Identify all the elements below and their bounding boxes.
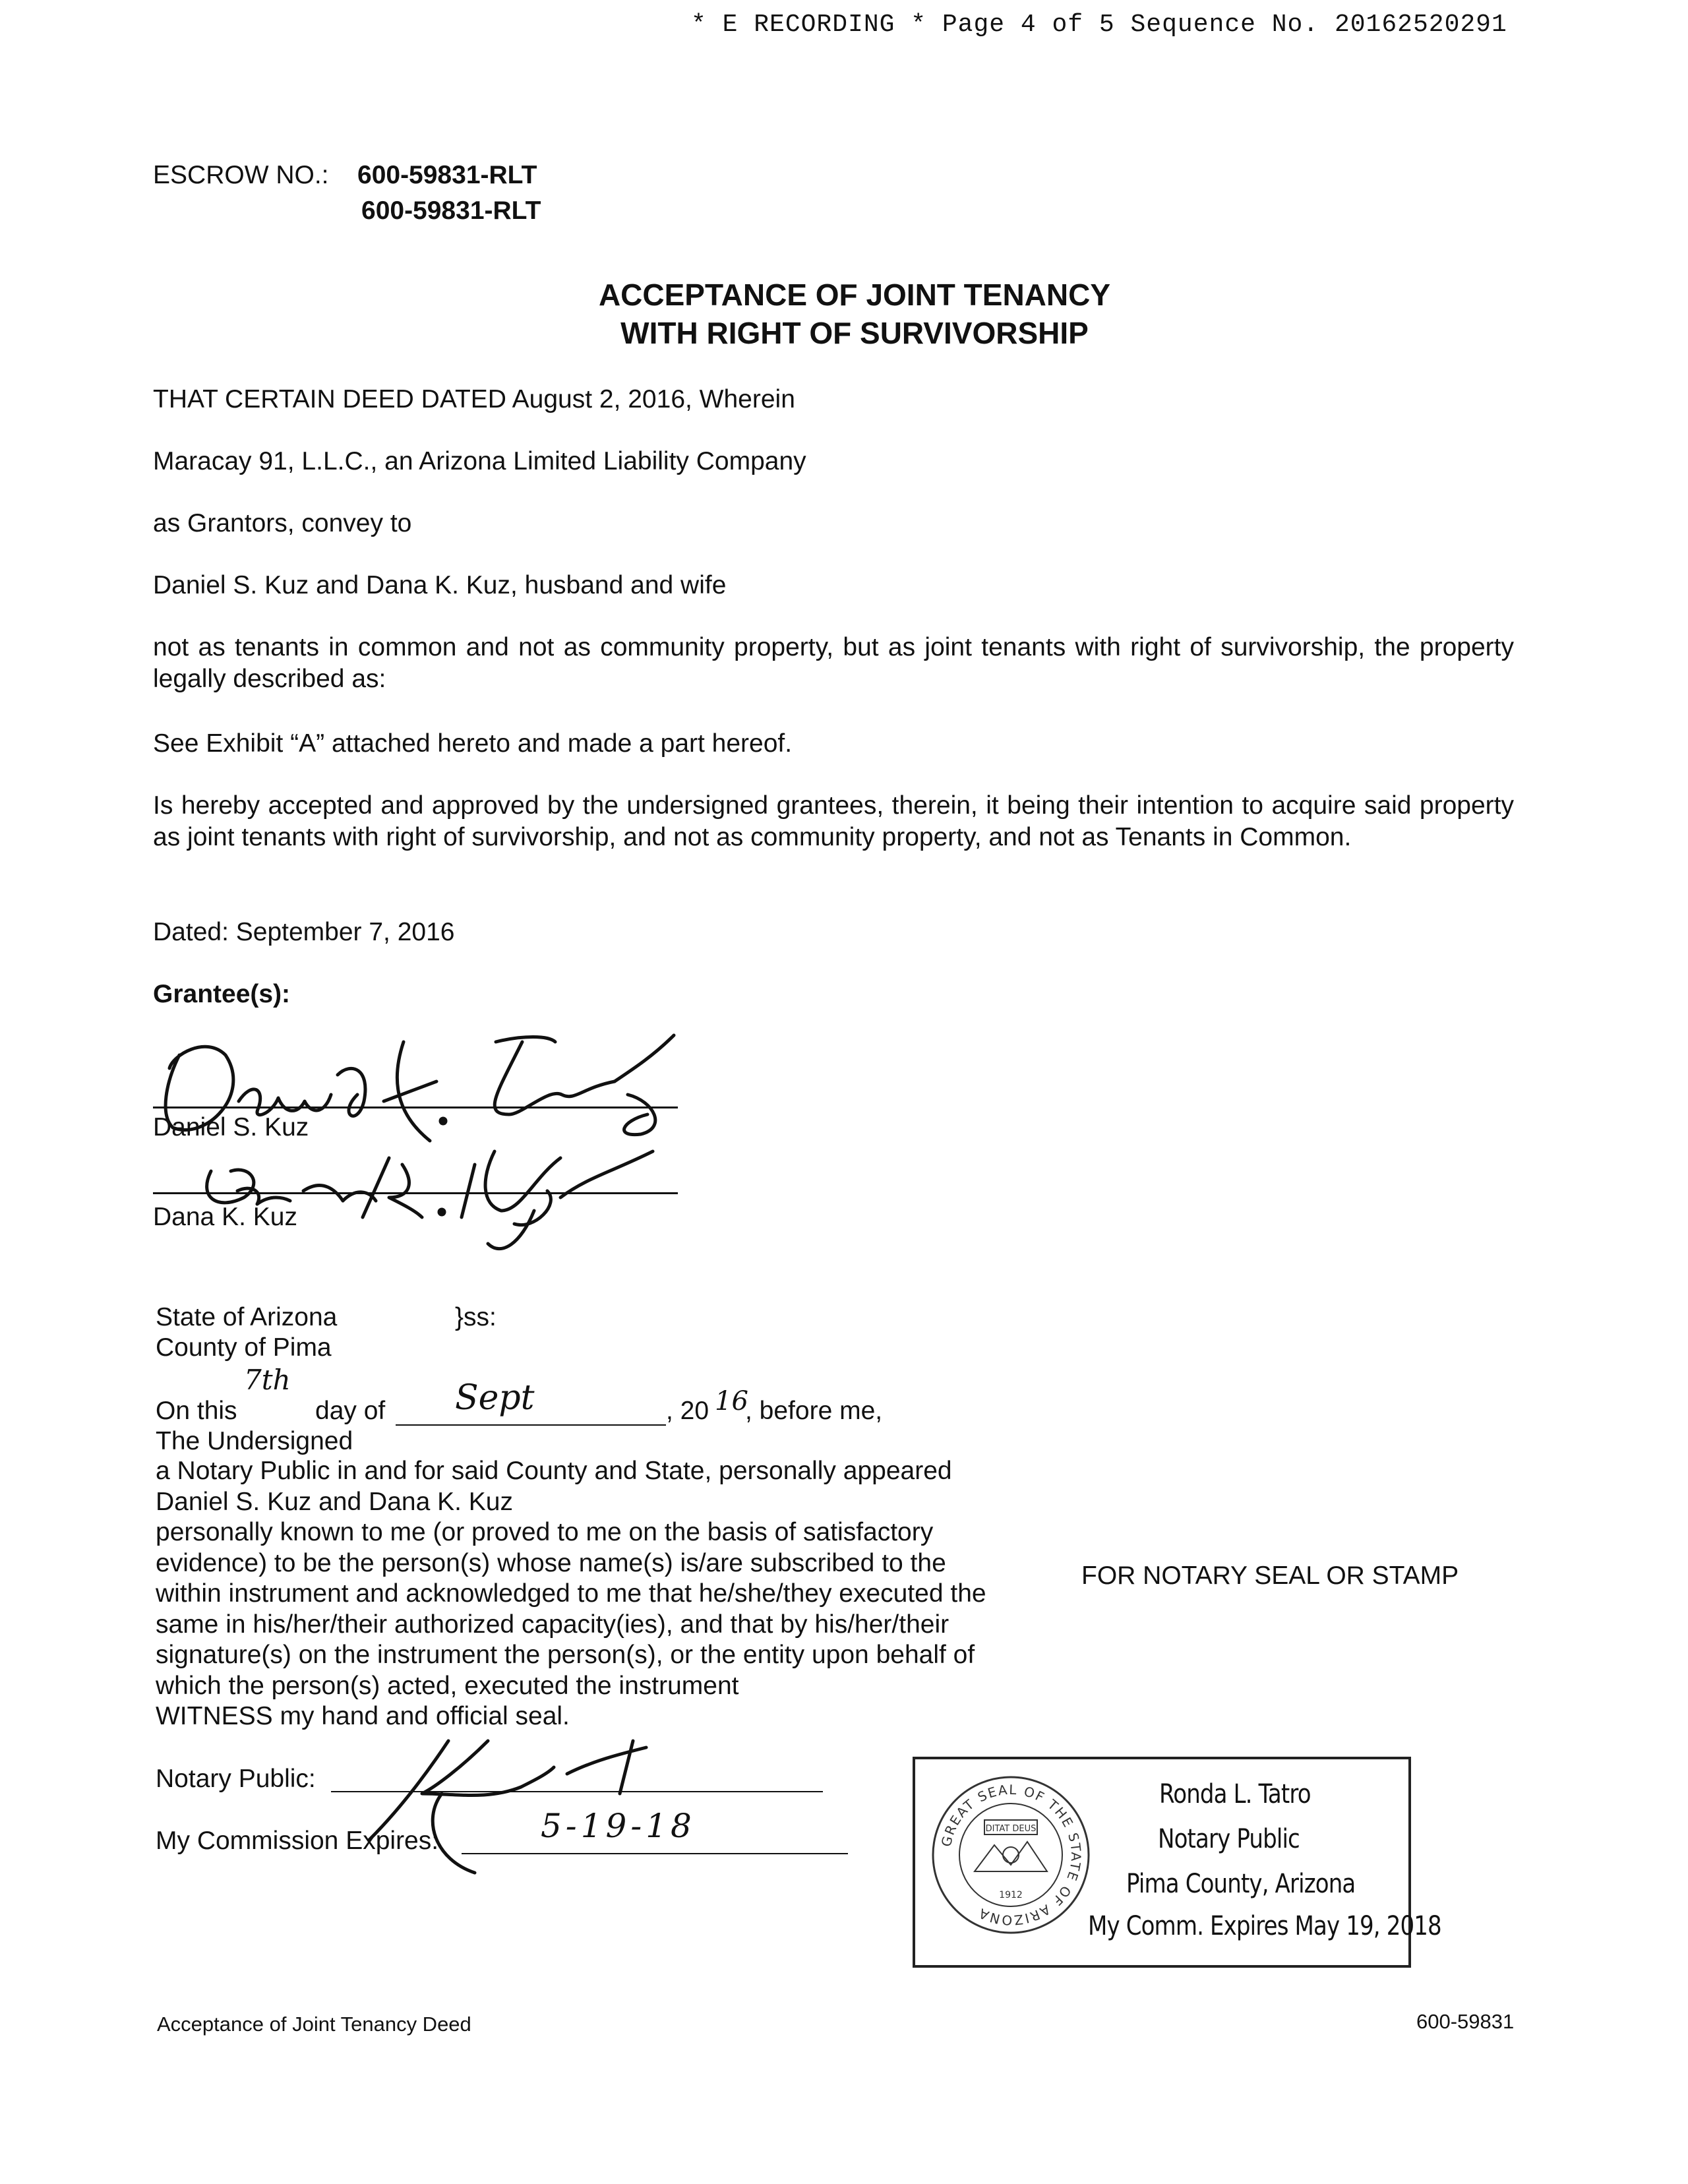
seal-ring-text: GREAT SEAL OF THE STATE OF ARIZONA xyxy=(938,1781,1085,1929)
notary-day-of: day of xyxy=(315,1397,386,1425)
commission-line xyxy=(462,1853,848,1854)
daniel-name: Daniel S. Kuz xyxy=(153,1113,309,1141)
notary-county: County of Pima xyxy=(156,1333,332,1362)
recording-header: * E RECORDING * Page 4 of 5 Sequence No. 20162520291 xyxy=(691,11,1507,39)
notary-line: evidence) to be the person(s) whose name(s) is/are subscribed to the xyxy=(156,1548,946,1577)
tenancy-paragraph: not as tenants in common and not as community property, but as joint tenants with right of survivorship, the property legally described as: xyxy=(153,633,1514,693)
stamp-notary-name: Ronda L. Tatro xyxy=(1159,1779,1311,1809)
exhibit-line: See Exhibit “A” attached hereto and made a part hereof. xyxy=(153,729,793,758)
dana-signature-line xyxy=(153,1192,678,1194)
seal-year: 1912 xyxy=(999,1890,1023,1900)
notary-state: State of Arizona xyxy=(156,1303,338,1331)
month-blank xyxy=(396,1424,666,1426)
footer-left: Acceptance of Joint Tenancy Deed xyxy=(157,2013,471,2036)
notary-month-handwritten: Sept xyxy=(455,1378,535,1418)
title-line-1: ACCEPTANCE OF JOINT TENANCY xyxy=(598,278,1111,312)
notary-on-this: On this xyxy=(156,1397,237,1425)
stamp-notary-title: Notary Public xyxy=(1158,1824,1300,1854)
notary-line: WITNESS my hand and official seal. xyxy=(156,1702,570,1730)
escrow-number-2: 600-59831-RLT xyxy=(361,197,541,225)
notary-line: same in his/her/their authorized capacity(ies), and that by his/her/their xyxy=(156,1610,950,1639)
daniel-signature-line xyxy=(153,1107,678,1108)
commission-handwritten: 5-19-18 xyxy=(541,1807,696,1845)
stamp-county: Pima County, Arizona xyxy=(1126,1869,1356,1899)
acceptance-paragraph: Is hereby accepted and approved by the undersigned grantees, therein, it being their intention to acquire said property as joint tenants with right of survivorship, and not as community property, and not as Tenants in Common. xyxy=(153,791,1514,851)
grantor-line: Maracay 91, L.L.C., an Arizona Limited Liability Company xyxy=(153,447,806,475)
notary-signature xyxy=(356,1714,699,1886)
seal-motto: DITAT DEUS xyxy=(985,1824,1037,1834)
notary-line: within instrument and acknowledged to me that he/she/they executed the xyxy=(156,1579,986,1608)
arizona-seal-icon xyxy=(928,1773,1093,1937)
title-line-2: WITH RIGHT OF SURVIVORSHIP xyxy=(620,316,1089,350)
convey-line: as Grantors, convey to xyxy=(153,509,412,537)
grantees-line: Daniel S. Kuz and Dana K. Kuz, husband and wife xyxy=(153,571,727,599)
notary-seal-label: FOR NOTARY SEAL OR STAMP xyxy=(1081,1562,1459,1590)
grantees-heading: Grantee(s): xyxy=(153,980,291,1008)
escrow-label: ESCROW NO.: xyxy=(153,161,329,189)
notary-line: personally known to me (or proved to me on the basis of satisfactory xyxy=(156,1518,934,1546)
notary-line: which the person(s) acted, executed the instrument xyxy=(156,1671,739,1700)
notary-line: a Notary Public in and for said County and State, personally appeared xyxy=(156,1457,952,1485)
notary-undersigned: The Undersigned xyxy=(156,1427,353,1455)
notary-year-prefix: , 20 xyxy=(666,1397,709,1425)
notary-public-label: Notary Public: xyxy=(156,1765,316,1793)
stamp-expires: My Comm. Expires May 19, 2018 xyxy=(1088,1911,1441,1941)
notary-line: Daniel S. Kuz and Dana K. Kuz xyxy=(156,1487,513,1516)
notary-day-handwritten: 7th xyxy=(244,1364,291,1396)
notary-ss: }ss: xyxy=(455,1303,497,1331)
notary-stamp xyxy=(913,1757,1441,1968)
document-title xyxy=(0,276,1688,352)
deed-line: THAT CERTAIN DEED DATED August 2, 2016, Wherein xyxy=(153,385,795,413)
notary-year-handwritten: 16 xyxy=(715,1386,748,1416)
notary-before-me: , before me, xyxy=(745,1397,883,1425)
escrow-number-1: 600-59831-RLT xyxy=(357,161,537,189)
notary-paragraph xyxy=(156,1456,986,1732)
dana-signature xyxy=(191,1138,666,1257)
dana-name: Dana K. Kuz xyxy=(153,1203,297,1231)
notary-line: signature(s) on the instrument the person(s), or the entity upon behalf of xyxy=(156,1641,975,1669)
footer-right: 600-59831 xyxy=(1416,2010,1515,2033)
commission-label: My Commission Expires: xyxy=(156,1827,439,1855)
dated-line: Dated: September 7, 2016 xyxy=(153,918,455,946)
